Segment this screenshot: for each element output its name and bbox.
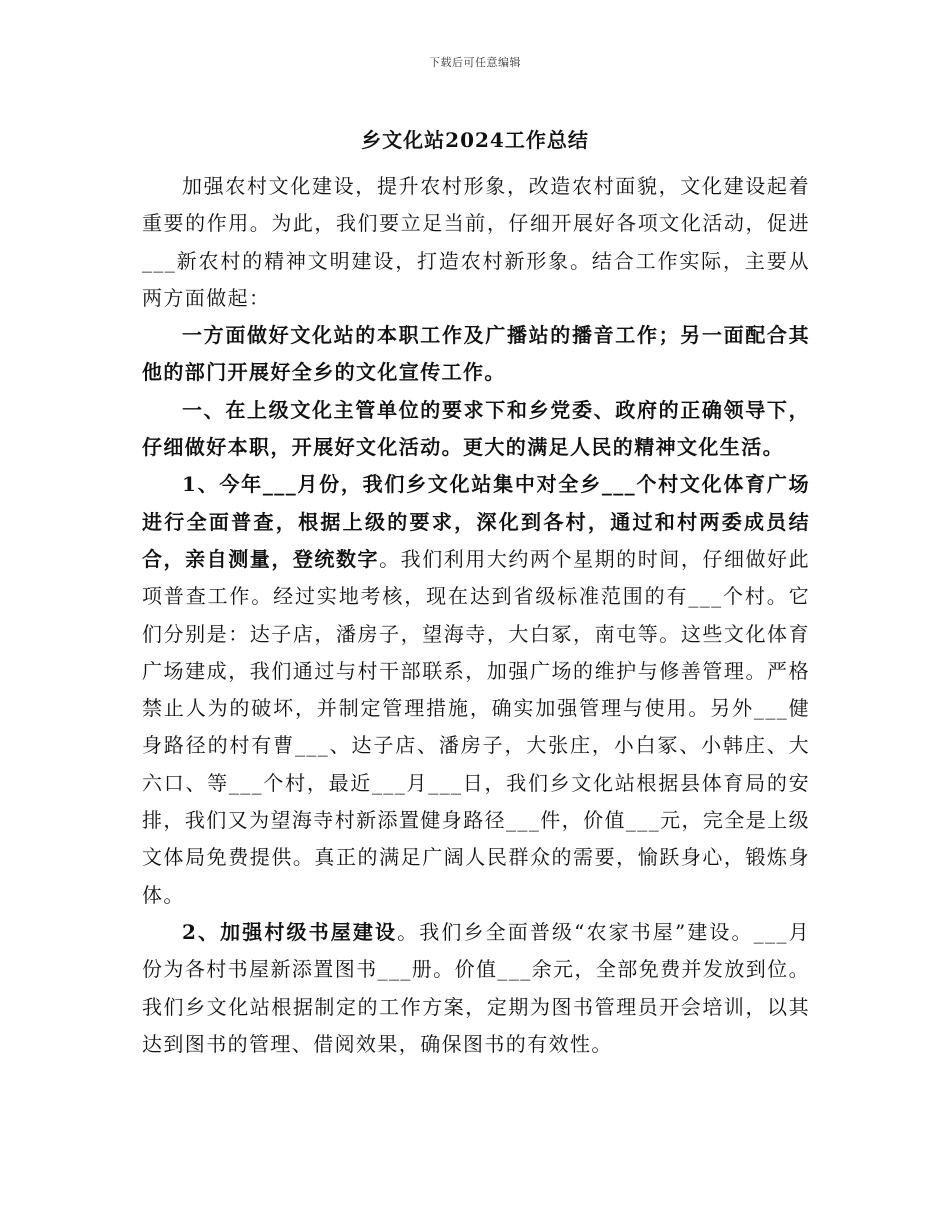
paragraph-two-aspects xyxy=(142,317,810,392)
page-header-note: 下载后可任意编辑 xyxy=(429,56,521,69)
paragraph-intro-text: 加强农村文化建设，提升农村形象，改造农村面貌，文化建设起着重要的作用。为此，我们要立足当前，仔细开展好各项文化活动，促进___新农村的精神文明建设，打造农村新形象。结合工作实际，主要从两方面做起： xyxy=(142,174,810,310)
item-2-text: 。我们乡全面普级“农家书屋”建设。___月份为各村书屋新添置图书___册。价值___余元，全部免费并发放到位。我们乡文化站根据制定的工作方案，定期为图书管理员开会培训，以其达到图书的管理、借阅效果，确保图书的有效性。 xyxy=(142,919,810,1056)
document-title: 乡文化站2024工作总结 xyxy=(361,128,589,152)
paragraph-item-1 xyxy=(142,466,810,914)
document-body xyxy=(142,168,810,1063)
paragraph-item-2 xyxy=(142,914,810,1063)
section-one-heading-bold: 一、在上级文化主管单位的要求下和乡党委、政府的正确领导下，仔细做好本职，开展好文化活动。更大的满足人民的精神文化生活。 xyxy=(142,397,810,460)
item-1-text: 。我们利用大约两个星期的时间，仔细做好此项普查工作。经过实地考核，现在达到省级标准范围的有___个村。它们分别是：达子店，潘房子，望海寺，大白冢，南屯等。这些文化体育广场建成，我们通过与村干部联系，加强广场的维护与修善管理。严格禁止人为的破坏，并制定管理措施，确实加强管理与使用。另外___健身路径的村有曹___、达子店、潘房子，大张庄，小白冢、小韩庄、大六口、等___个村，最近___月___日，我们乡文化站根据县体育局的安排，我们又为望海寺村新添置健身路径___件，价值___元，完全是上级文体局免费提供。真正的满足广阔人民群众的需要，愉跃身心，锻炼身体。 xyxy=(142,546,811,907)
paragraph-section-one-heading xyxy=(142,392,810,467)
paragraph-intro xyxy=(142,168,810,317)
item-2-bold: 2、加强村级书屋建设 xyxy=(182,919,398,944)
item-1-bold: 1、今年___月份，我们乡文化站集中对全乡___个村文化体育广场进行全面普查，根据上级的要求，深化到各村，通过和村两委成员结合，亲自测量，登统数字 xyxy=(142,472,810,571)
paragraph-two-aspects-bold: 一方面做好文化站的本职工作及广播站的播音工作；另一面配合其他的部门开展好全乡的文化宣传工作。 xyxy=(142,323,810,385)
